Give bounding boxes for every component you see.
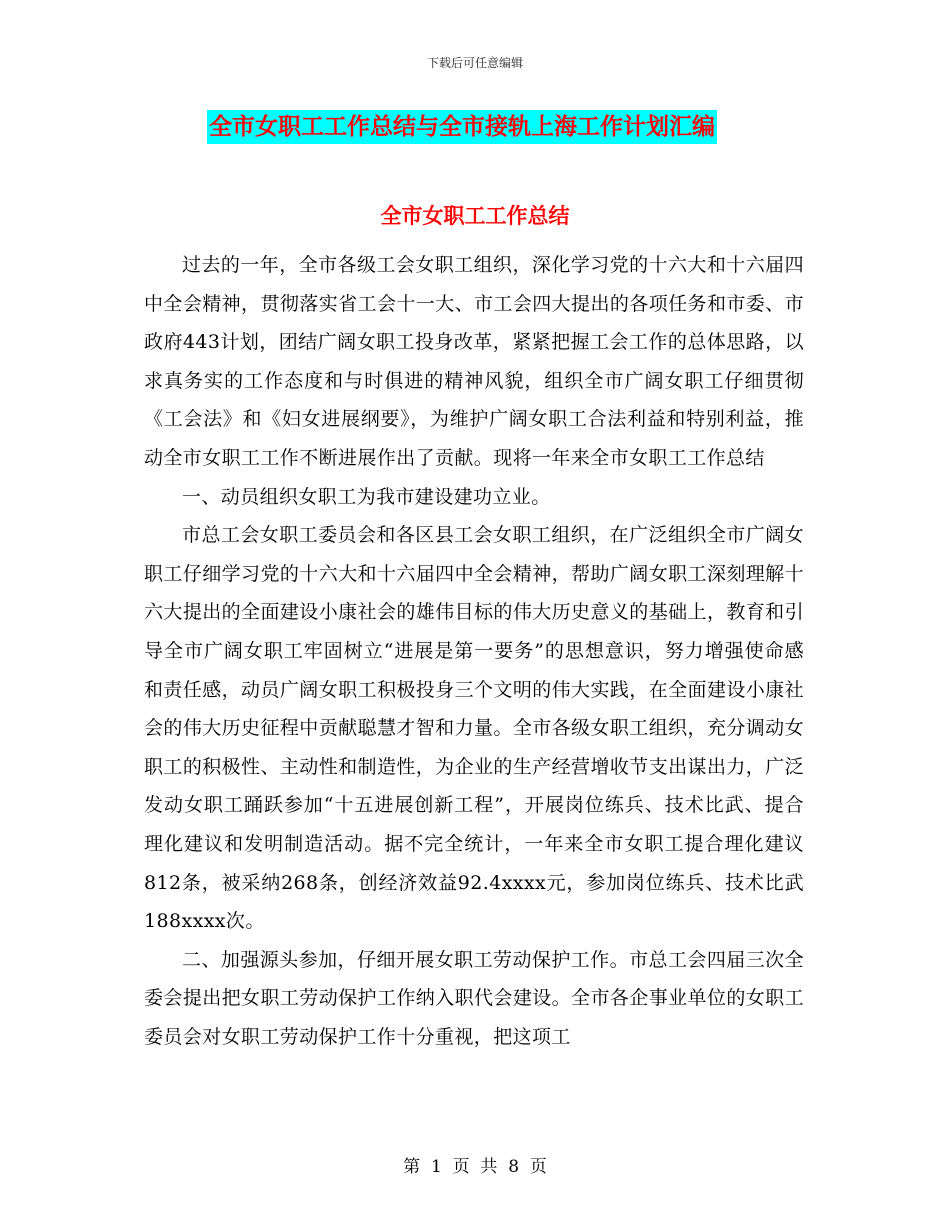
header-note: 下载后可任意编辑 xyxy=(426,56,523,70)
paragraph: 过去的一年，全市各级工会女职工组织，深化学习党的十六大和十六届四中全会精神，贯彻落实省工会十一大、市工会四大提出的各项任务和市委、市政府443计划，团结广阔女职工投身改革，紧紧把握工会工作的总体思路，以求真务实的工作态度和与时俱进的精神风貌，组织全市广阔女职工仔细贯彻《工会法》和《妇女进展纲要》，为维护广阔女职工合法利益和特别利益，推动全市女职工工作不断进展作出了贡献。现将一年来全市女职工工作总结 xyxy=(144,254,804,469)
body-text xyxy=(144,246,804,1056)
paragraph: 市总工会女职工委员会和各区县工会女职工组织，在广泛组织全市广阔女职工仔细学习党的十六大和十六届四中全会精神，帮助广阔女职工深刻理解十六大提出的全面建设小康社会的雄伟目标的伟大历史意义的基础上，教育和引导全市广阔女职工牢固树立“进展是第一要务”的思想意识，努力增强使命感和责任感，动员广阔女职工积极投身三个文明的伟大实践，在全面建设小康社会的伟大历史征程中贡献聪慧才智和力量。全市各级女职工组织，充分调动女职工的积极性、主动性和制造性，为企业的生产经营增收节支出谋出力，广泛发动女职工踊跃参加“十五进展创新工程”，开展岗位练兵、技术比武、提合理化建议和发明制造活动。据不完全统计，一年来全市女职工提合理化建议812条，被采纳268条，创经济效益92.4xxxx元，参加岗位练兵、技术比武188xxxx次。 xyxy=(144,524,804,933)
section-title: 全市女职工工作总结 xyxy=(380,203,570,228)
paragraph: 二、加强源头参加，仔细开展女职工劳动保护工作。市总工会四届三次全委会提出把女职工劳动保护工作纳入职代会建设。全市各企事业单位的女职工委员会对女职工劳动保护工作十分重视，把这项工 xyxy=(144,948,804,1048)
paragraph: 一、动员组织女职工为我市建设建功立业。 xyxy=(182,485,551,508)
document-title: 全市女职工工作总结与全市接轨上海工作计划汇编 xyxy=(207,110,717,144)
page-footer: 第 1 页 共 8 页 xyxy=(403,1157,547,1177)
